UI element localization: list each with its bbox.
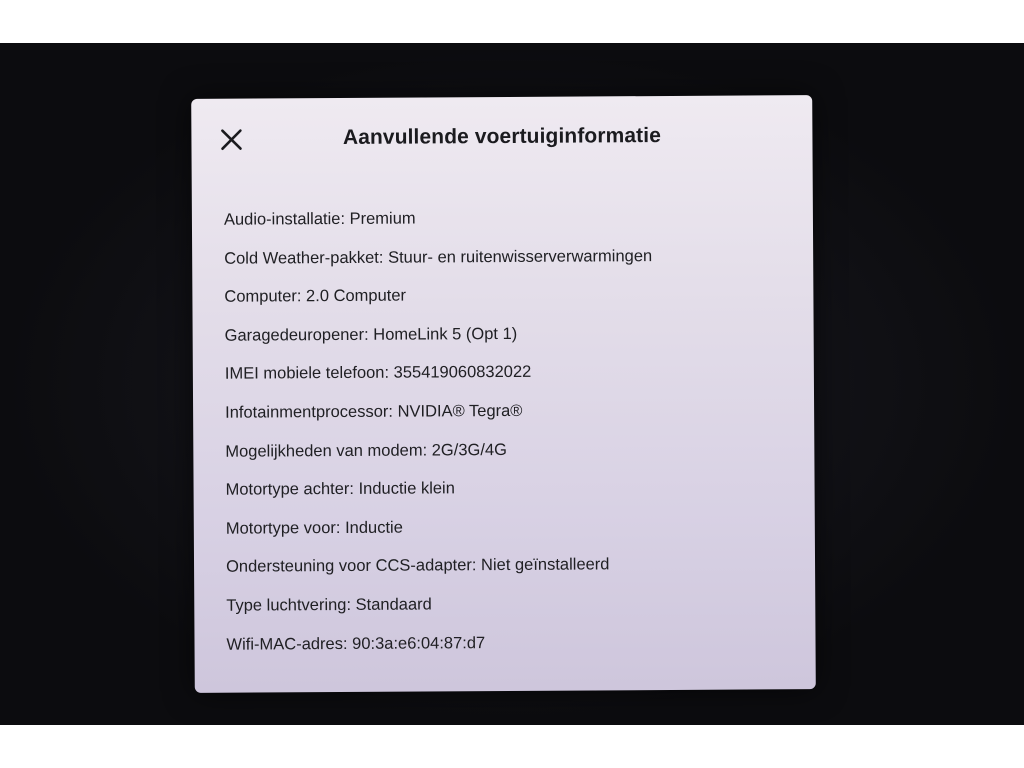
info-item-rear-motor xyxy=(226,474,654,515)
info-value: 2G/3G/4G xyxy=(431,440,507,460)
info-item-wifi-mac xyxy=(226,629,654,670)
info-item-modem xyxy=(225,436,653,477)
info-value: Inductie klein xyxy=(358,479,455,499)
info-label: Ondersteuning voor CCS-adapter: xyxy=(225,556,477,577)
info-value: Standaard xyxy=(355,595,432,614)
info-label: Infotainmentprocessor: xyxy=(225,402,394,422)
info-label: Computer: xyxy=(224,287,302,306)
info-item-front-motor xyxy=(226,513,654,554)
info-item-computer xyxy=(224,281,652,322)
vehicle-info-dialog xyxy=(191,95,816,693)
info-label: Cold Weather-pakket: xyxy=(224,248,384,268)
info-label: Type luchtvering: xyxy=(226,595,352,615)
info-value: 90:3a:e6:04:87:d7 xyxy=(352,633,486,653)
info-item-cold-weather xyxy=(224,243,652,284)
info-item-imei xyxy=(225,358,653,399)
info-item-air-suspension xyxy=(226,590,654,631)
info-label: Garagedeuropener: xyxy=(224,325,369,345)
info-value: NVIDIA® Tegra® xyxy=(397,401,523,421)
vehicle-screen xyxy=(0,43,1024,725)
info-item-audio xyxy=(224,204,652,245)
info-value: HomeLink 5 (Opt 1) xyxy=(373,324,518,344)
info-value: Inductie xyxy=(344,518,403,537)
info-item-garage-opener xyxy=(225,320,653,361)
info-item-ccs-adapter xyxy=(226,551,654,592)
info-label: Wifi-MAC-adres: xyxy=(226,634,348,654)
info-label: Audio-installatie: xyxy=(223,209,346,229)
info-value: Premium xyxy=(349,209,416,228)
vehicle-info-list xyxy=(224,204,655,670)
dialog-title: Aanvullende voertuiginformatie xyxy=(342,124,662,149)
info-value: 355419060832022 xyxy=(393,363,532,383)
info-value: Stuur- en ruitenwisserverwarmingen xyxy=(387,246,653,267)
info-value: Niet geïnstalleerd xyxy=(480,555,610,575)
info-item-infotainment xyxy=(225,397,653,438)
info-label: Motortype achter: xyxy=(225,480,355,499)
info-label: Mogelijkheden van modem: xyxy=(225,441,428,461)
info-label: Motortype voor: xyxy=(225,518,341,538)
info-value: 2.0 Computer xyxy=(305,286,407,306)
info-label: IMEI mobiele telefoon: xyxy=(224,364,390,384)
